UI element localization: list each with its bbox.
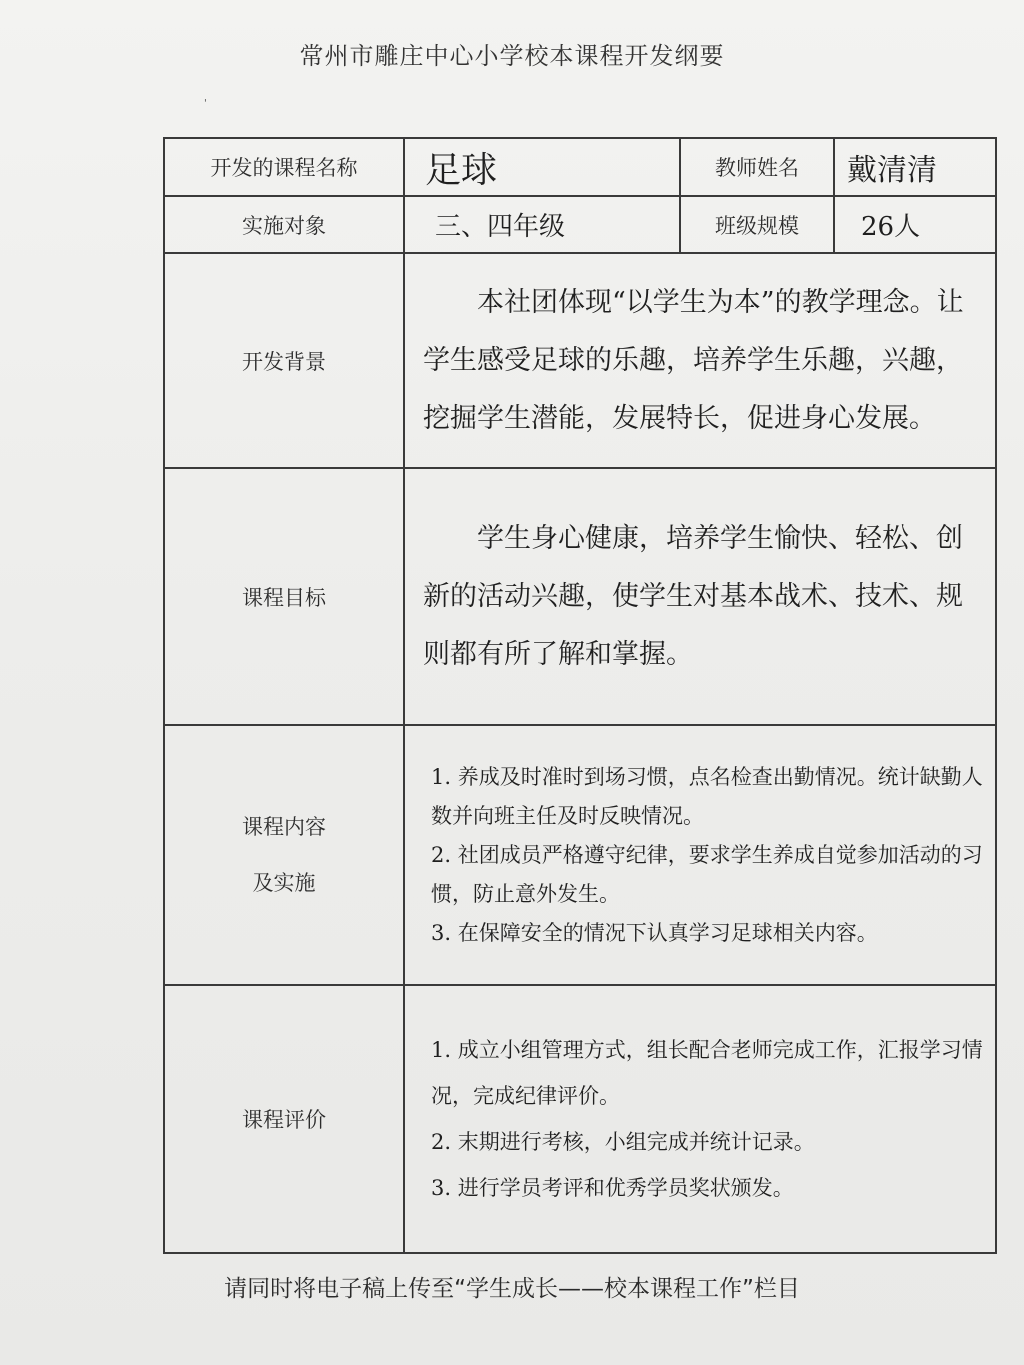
goal-label: 课程目标: [164, 468, 404, 725]
row-content: [164, 725, 996, 985]
background-label: 开发背景: [164, 253, 404, 468]
course-name-label: 开发的课程名称: [164, 138, 404, 196]
target-label: 实施对象: [164, 196, 404, 253]
course-name-value: 足球: [404, 138, 680, 196]
row-target: [164, 196, 996, 253]
row-background: [164, 253, 996, 468]
content-item: 1. 养成及时准时到场习惯，点名检查出勤情况。统计缺勤人数并向班主任及时反映情况。: [431, 764, 983, 828]
evaluation-item: 1. 成立小组管理方式，组长配合老师完成工作，汇报学习情况，完成纪律评价。: [431, 1038, 983, 1108]
content-item: 2. 社团成员严格遵守纪律，要求学生养成自觉参加活动的习惯，防止意外发生。: [431, 842, 983, 906]
row-evaluation: [164, 985, 996, 1253]
teacher-name-value: 戴清清: [834, 138, 996, 196]
evaluation-list: [404, 985, 996, 1253]
course-outline-table: [163, 137, 997, 1254]
evaluation-item: 3. 进行学员考评和优秀学员奖状颁发。: [431, 1176, 794, 1200]
class-size-value: 26人: [834, 196, 996, 253]
upload-instruction-footer: 请同时将电子稿上传至“学生成长——校本课程工作”栏目: [224, 1276, 800, 1302]
background-text: 本社团体现“以学生为本”的教学理念。让学生感受足球的乐趣，培养学生乐趣，兴趣，挖掘学生潜能，发展特长，促进身心发展。: [404, 253, 996, 468]
goal-text: 学生身心健康，培养学生愉快、轻松、创新的活动兴趣，使学生对基本战术、技术、规则都有所了解和掌握。: [404, 468, 996, 725]
target-value: 三、四年级: [404, 196, 680, 253]
teacher-name-label: 教师姓名: [680, 138, 834, 196]
document-title: 常州市雕庄中心小学校本课程开发纲要: [299, 42, 725, 70]
evaluation-item: 2. 末期进行考核，小组完成并统计记录。: [431, 1130, 815, 1154]
evaluation-label: 课程评价: [164, 985, 404, 1253]
stray-pen-mark: ': [204, 98, 207, 109]
row-course-name: [164, 138, 996, 196]
content-list: [404, 725, 996, 985]
content-label-line1: 课程内容: [242, 815, 326, 839]
class-size-label: 班级规模: [680, 196, 834, 253]
content-label-line2: 及实施: [252, 871, 316, 895]
content-label: [164, 725, 404, 985]
content-item: 3. 在保障安全的情况下认真学习足球相关内容。: [431, 920, 878, 945]
row-goal: [164, 468, 996, 725]
